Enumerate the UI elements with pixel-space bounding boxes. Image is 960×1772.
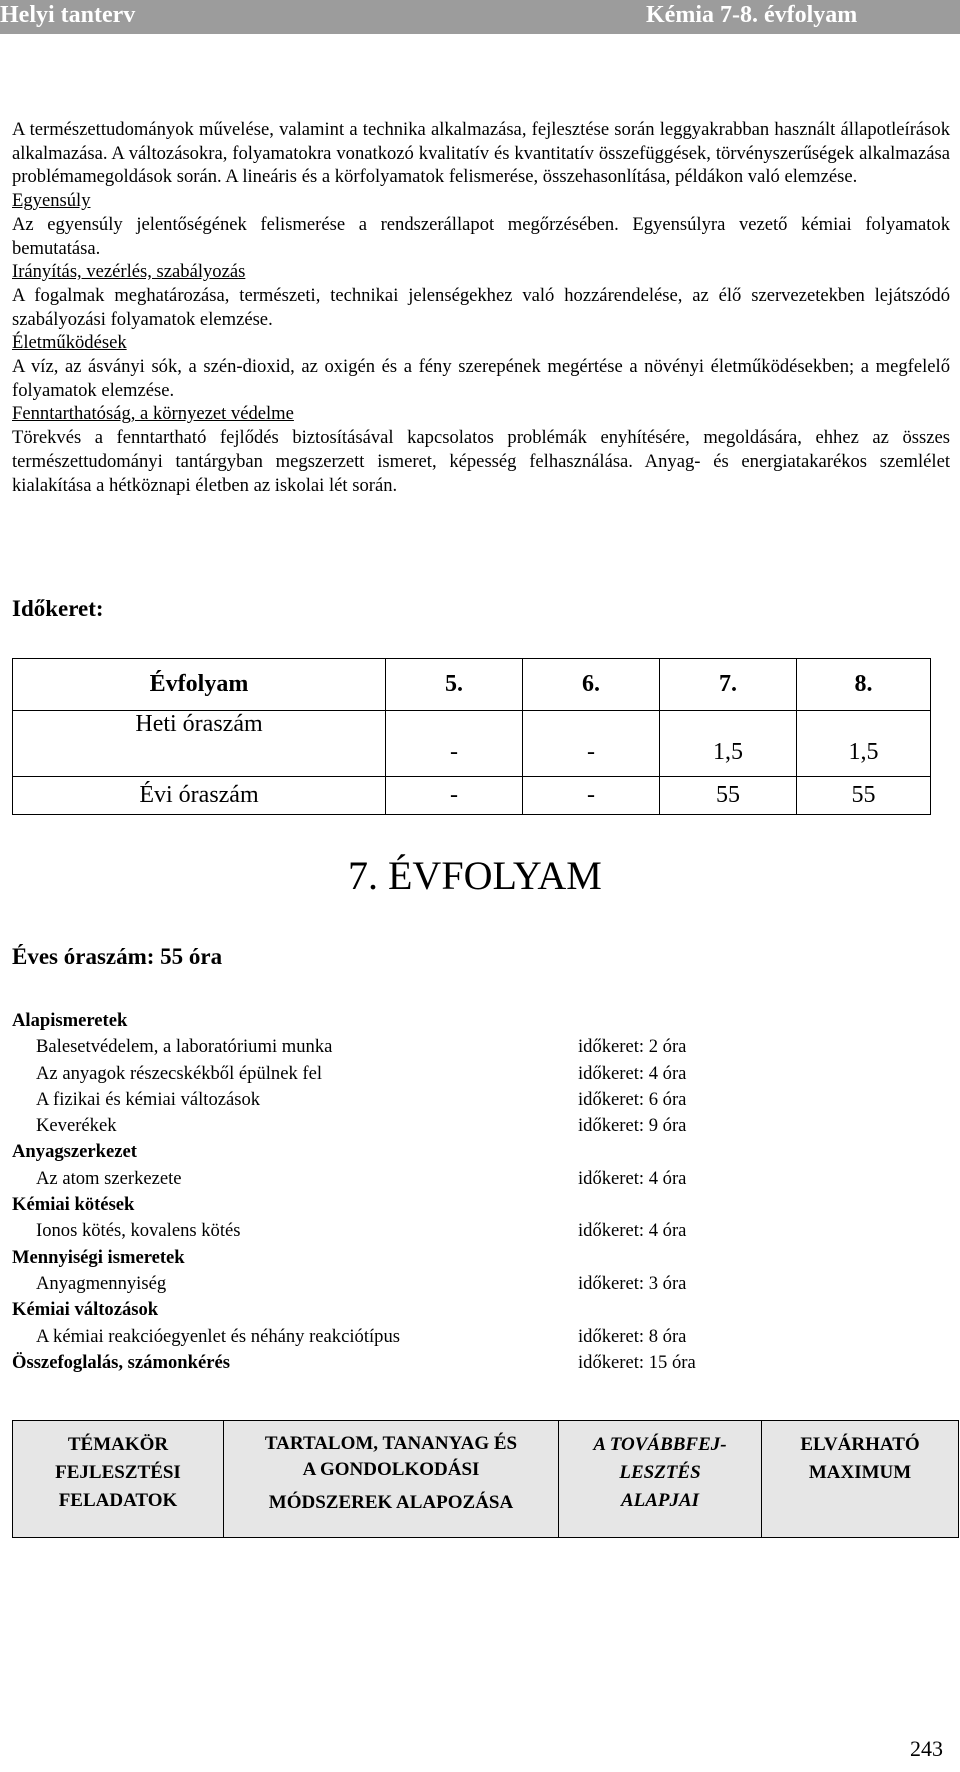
tema-table: [12, 1420, 959, 1538]
table-header-row: [13, 659, 931, 711]
topic-time: időkeret: 4 óra: [578, 1220, 687, 1242]
topic-time: időkeret: 4 óra: [578, 1167, 687, 1189]
list-item: [12, 1139, 912, 1165]
cell-line: ELVÁRHATÓ: [800, 1434, 920, 1455]
list-item: [12, 1218, 912, 1244]
topic-item: Keverékek: [36, 1115, 117, 1137]
list-item: [12, 1008, 912, 1034]
list-item: [12, 1245, 912, 1271]
topic-category: Mennyiségi ismeretek: [12, 1246, 185, 1268]
table-cell: 1,5: [797, 711, 931, 777]
cell-line: TÉMAKÖR: [67, 1434, 169, 1455]
cell-line: MAXIMUM: [808, 1462, 912, 1483]
list-item: [12, 1271, 912, 1297]
cell-line: A GONDOLKODÁSI: [302, 1459, 480, 1480]
section-text: Az egyensúly jelentőségének felismerése a rendszerállapot megőrzésében. Egyensúlyra vezető kémiai folyamatok bemutatása.: [12, 213, 950, 259]
table-cell: 1,5: [660, 711, 797, 777]
cell-line: MÓDSZEREK ALAPOZÁSA: [268, 1492, 514, 1513]
section-text: A víz, az ásványi sók, a szén-dioxid, az oxigén és a fény szerepének megértése a növényi életműködésekben; a megfelelő folyamatok elemzése.: [12, 356, 950, 401]
table-header-row: [13, 1421, 959, 1538]
idokeret-table: [12, 658, 931, 815]
section-title: Életműködések: [12, 332, 127, 354]
idokeret-heading: Időkeret:: [12, 596, 104, 621]
section-iranyitas: [12, 260, 950, 331]
topic-category: Kémiai kötések: [12, 1194, 135, 1216]
eves-oraszam: Éves óraszám: 55 óra: [12, 944, 223, 969]
cell-line: FELADATOK: [58, 1490, 178, 1511]
section-text: A fogalmak meghatározása, természeti, technikai jelenségekhez való hozzárendelése, az élő szervezetekben lejátszódó szabályozási folyamatok elemzése.: [12, 284, 950, 330]
topic-time: időkeret: 8 óra: [578, 1325, 687, 1347]
body-text: [12, 118, 950, 497]
topic-category: Alapismeretek: [12, 1010, 128, 1031]
topic-item: Anyagmennyiség: [36, 1272, 167, 1294]
topic-category: Kémiai változások: [12, 1299, 159, 1321]
section-eletmukodesek: [12, 331, 950, 402]
table-cell: Heti óraszám: [13, 711, 386, 777]
topic-item: A fizikai és kémiai változások: [36, 1088, 261, 1110]
topic-item: Az atom szerkezete: [36, 1167, 182, 1189]
section-text: Törekvés a fenntartható fejlődés biztosításával kapcsolatos problémák enyhítésére, megoldására, ehhez az összes természettudományi tantárgyban megszerzett ismeret, képesség felhasználása. Anyag- és energiatakarékos szemlélet kialakítása a hétköznapi életben az iskolai lét során.: [12, 427, 950, 496]
table-cell: [762, 1421, 959, 1538]
list-item: [12, 1087, 912, 1113]
topic-time: időkeret: 9 óra: [578, 1115, 687, 1137]
list-item: [12, 1166, 912, 1192]
topic-category: Anyagszerkezet: [12, 1141, 137, 1163]
topic-category: Összefoglalás, számonkérés: [12, 1351, 230, 1373]
section-fenntarthatosag: [12, 402, 950, 497]
section-egyensuly: [12, 189, 950, 260]
topic-list: [12, 1008, 912, 1376]
table-row: [13, 711, 931, 777]
topic-item: Ionos kötés, kovalens kötés: [36, 1220, 241, 1242]
table-cell: [13, 1421, 224, 1538]
table-cell: 6.: [523, 659, 660, 711]
table-cell: -: [386, 777, 523, 815]
topic-time: időkeret: 6 óra: [578, 1088, 687, 1110]
list-item: [12, 1297, 912, 1323]
topic-time: időkeret: 15 óra: [578, 1351, 696, 1373]
topic-item: Balesetvédelem, a laboratóriumi munka: [36, 1036, 333, 1058]
topic-time: időkeret: 2 óra: [578, 1036, 687, 1058]
table-cell: 8.: [797, 659, 931, 711]
intro-paragraph: A természettudományok művelése, valamint a technika alkalmazása, fejlesztése során leggyakrabban használt állapotleírások alkalmazása. A változásokra, folyamatokra vonatkozó kvalitatív és kvantitatív összefüggések, törvényszerűségek alkalmazása problémamegoldások során. A lineáris és a körfolyamatok felismerése, összehasonlítása, példákon való elemzése.: [12, 119, 950, 188]
table-cell: Évfolyam: [13, 659, 386, 711]
header-left: Helyi tanterv: [0, 2, 136, 28]
list-item: [12, 1113, 912, 1139]
topic-time: időkeret: 4 óra: [578, 1062, 687, 1084]
table-cell: [559, 1421, 762, 1538]
evfolyam-title: 7. ÉVFOLYAM: [348, 853, 602, 898]
cell-line: ALAPJAI: [620, 1490, 700, 1511]
section-title: Egyensúly: [12, 190, 91, 212]
table-cell: 5.: [386, 659, 523, 711]
running-header: [0, 0, 960, 34]
topic-item: Az anyagok részecskékből épülnek fel: [36, 1062, 323, 1084]
table-cell: -: [386, 711, 523, 777]
list-item: [12, 1034, 912, 1060]
cell-line: LESZTÉS: [619, 1462, 701, 1483]
table-cell: 55: [660, 777, 797, 815]
table-cell: -: [523, 777, 660, 815]
list-item: [12, 1192, 912, 1218]
section-title: Irányítás, vezérlés, szabályozás: [12, 261, 246, 283]
list-item: [12, 1324, 912, 1350]
topic-item: A kémiai reakcióegyenlet és néhány reakciótípus: [36, 1325, 400, 1347]
table-cell: 55: [797, 777, 931, 815]
list-item: [12, 1350, 912, 1376]
table-cell: Évi óraszám: [13, 777, 386, 815]
table-cell: [224, 1421, 559, 1538]
header-right: Kémia 7-8. évfolyam: [646, 2, 858, 28]
cell-line: FEJLESZTÉSI: [55, 1462, 181, 1483]
table-cell: 7.: [660, 659, 797, 711]
cell-line: TARTALOM, TANANYAG ÉS: [264, 1433, 518, 1454]
table-cell: -: [523, 711, 660, 777]
list-item: [12, 1061, 912, 1087]
topic-time: időkeret: 3 óra: [578, 1272, 687, 1294]
section-title: Fenntarthatóság, a környezet védelme: [12, 403, 294, 425]
table-row: [13, 777, 931, 815]
page-number: 243: [910, 1736, 943, 1761]
cell-line: A TOVÁBBFEJ-: [593, 1434, 727, 1455]
